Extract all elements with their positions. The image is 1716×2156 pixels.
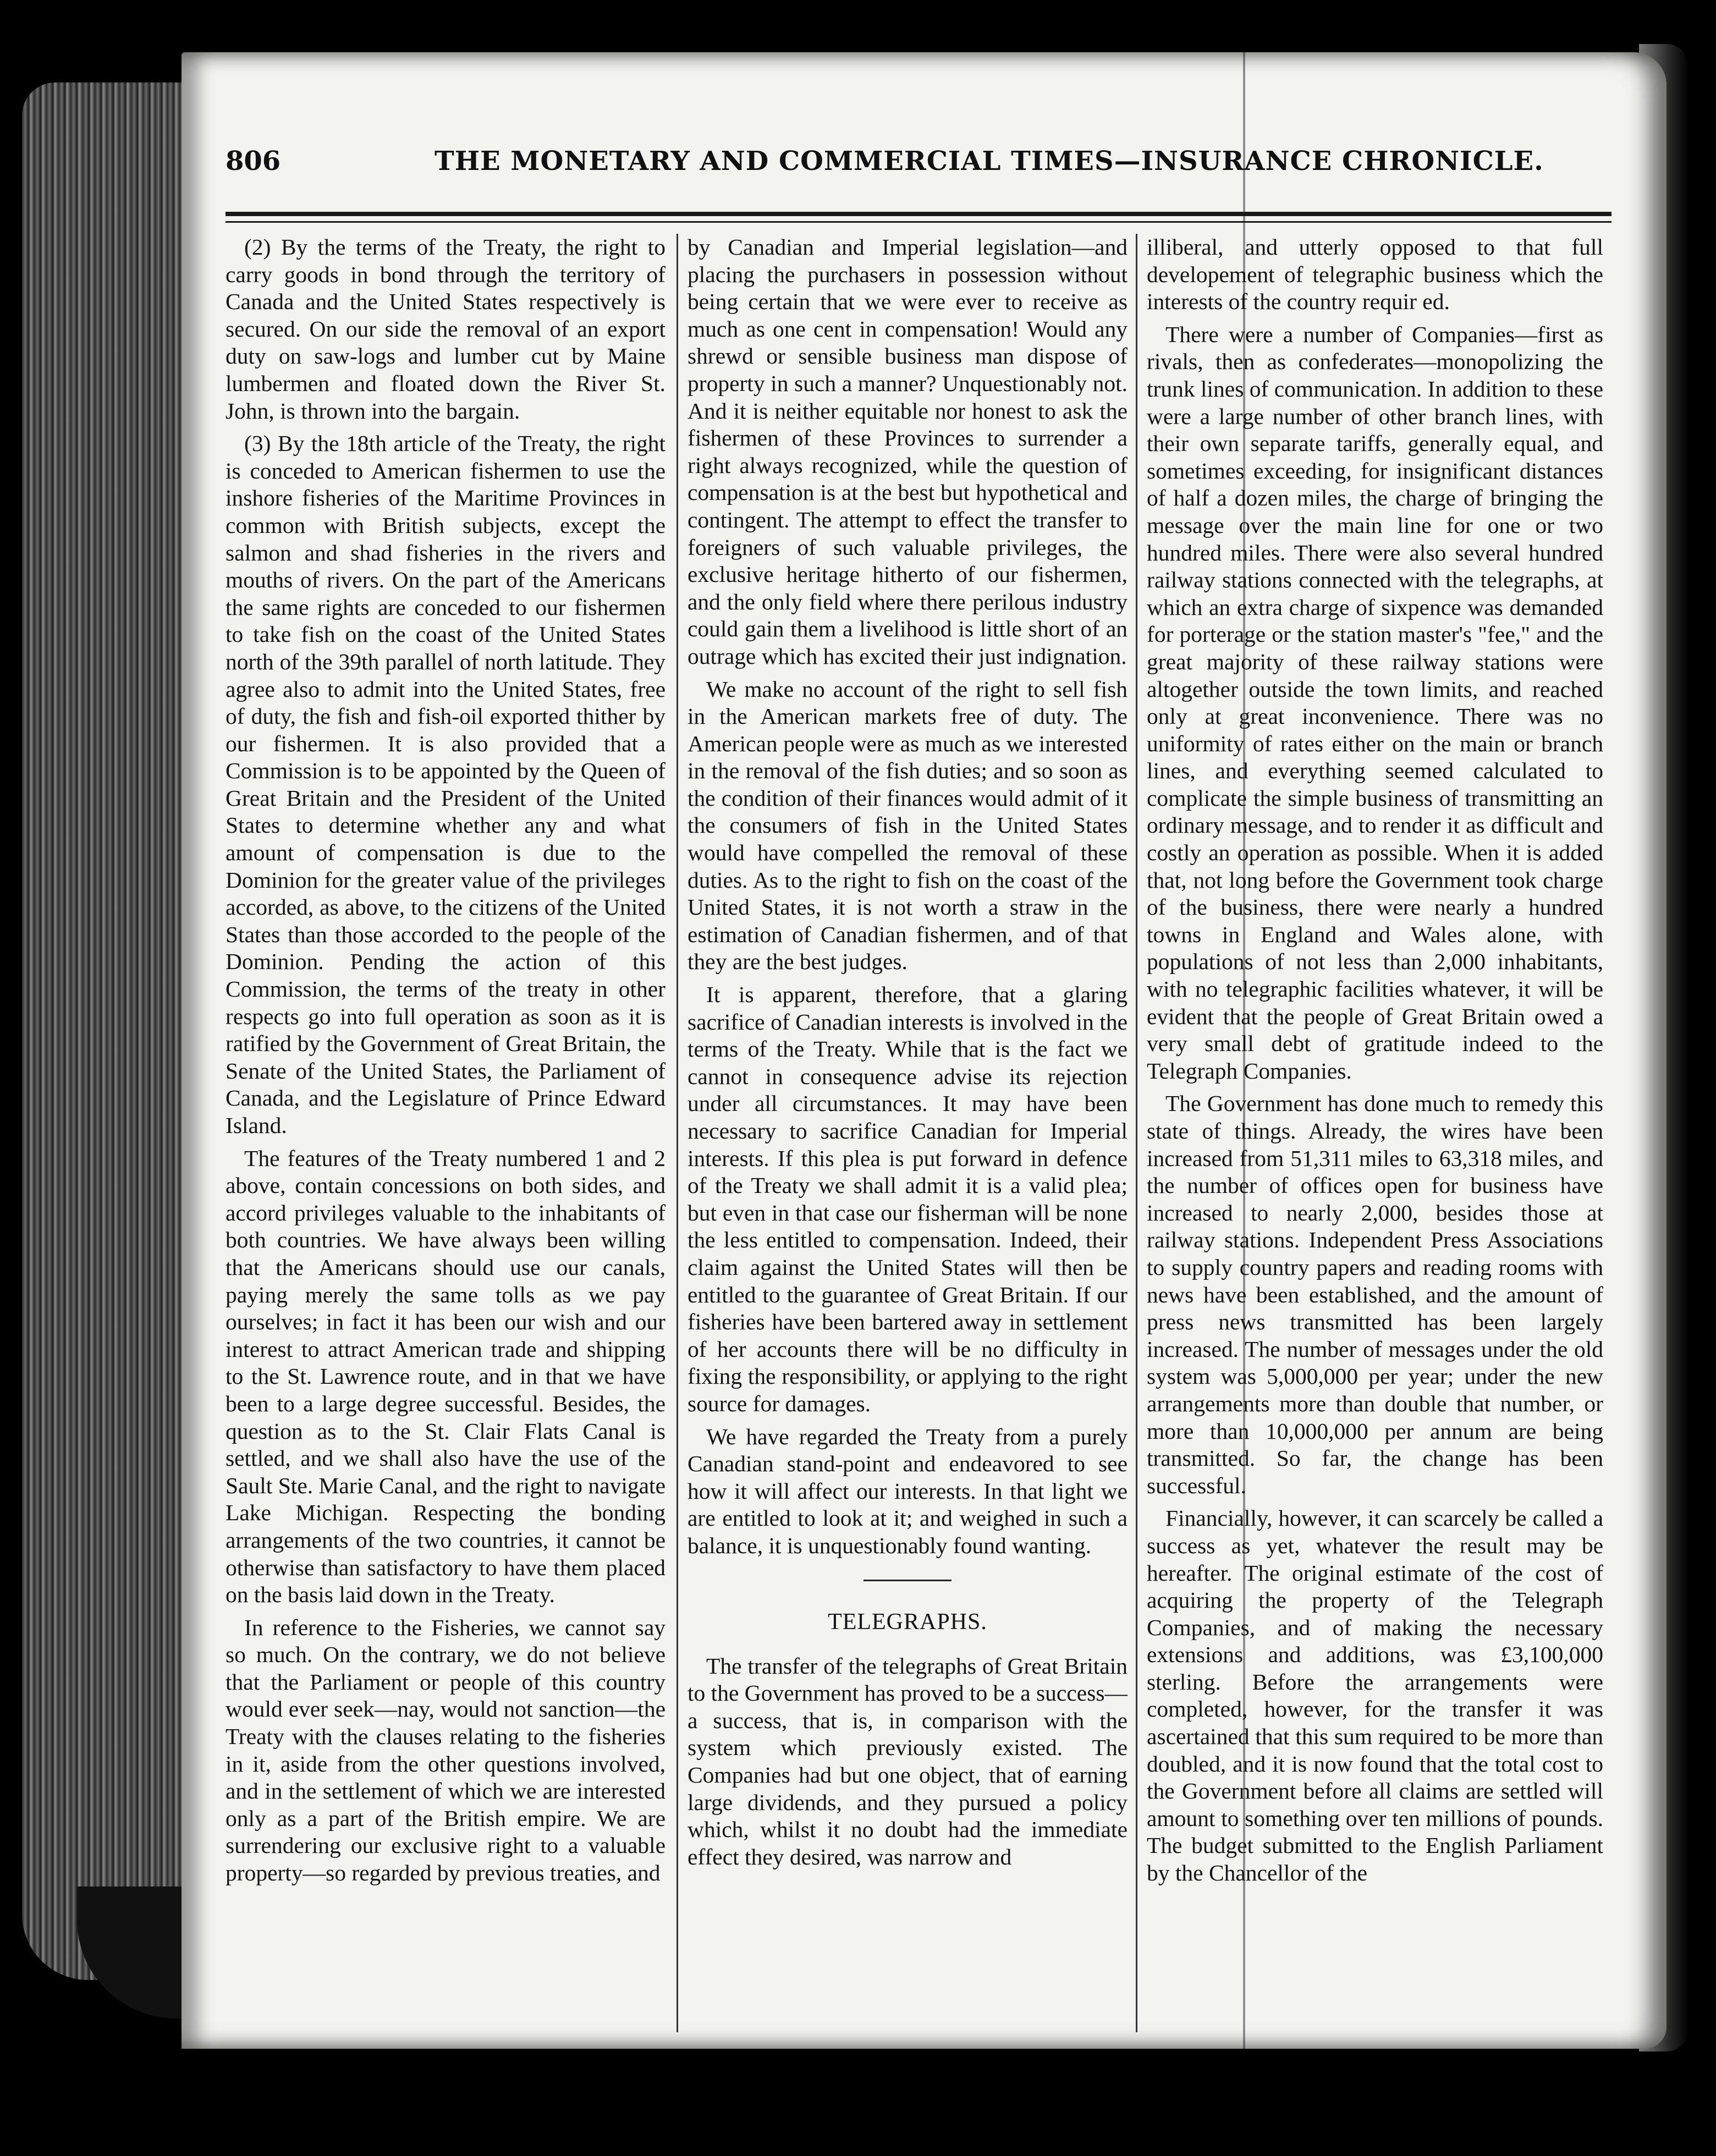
page-number: 806 bbox=[226, 146, 281, 177]
paragraph: It is apparent, therefore, that a glaring sacrifice of Canadian interests is involved in the terms of the Treaty. While that is the fact we cannot in consequence advise its rejection under all circumstances. It may have been necessary to sacrifice Canadian for Imperial interests. If this plea is put forward in defence of the Treaty we shall admit it is a valid plea; but even in that case our fisherman will be none the less entitled to compensation. Indeed, their claim against the United States will then be entitled to the guarantee of Great Britain. If our fisheries have been bartered away in settlement of her accounts there will be no difficulty in fixing the responsibility, or applying to the right source for damages. bbox=[688, 982, 1128, 1416]
section-heading-telegraphs: TELEGRAPHS. bbox=[828, 1609, 987, 1635]
paragraph: In reference to the Fisheries, we cannot say so much. On the contrary, we do not believe that the Parliament or people of this country would ever seek—nay, would not sanction—the Treaty with the clauses relating to the fisheries in it, aside from the other questions involved, and in the settlement of which we are interested only as a part of the British empire. We are surrendering our exclusive right to a valuable property—so regarded by previous treaties, and bbox=[226, 1614, 666, 1886]
paragraph: The features of the Treaty numbered 1 and 2 above, contain concessions on both sides, and accord privileges valuable to the inhabitants of both countries. We have always been willing that the Americans should use our canals, paying merely the same tolls as we pay ourselves; in fact it has been our wish and our interest to attract American trade and shipping to the St. Lawrence route, and in that we have been to a large degree successful. Besides, the question as to the St. Clair Flats Canal is settled, and we shall also have the use of the Sault Ste. Marie Canal, and the right to navigate Lake Michigan. Respecting the bonding arrangements of the two countries, it cannot be otherwise than satisfactory to have them placed on the basis laid down in the Treaty. bbox=[226, 1145, 666, 1608]
header-rule-thin bbox=[226, 221, 1612, 223]
header-rule-thick bbox=[226, 212, 1612, 216]
paragraph: (3) By the 18th article of the Treaty, the right is conceded to American fishermen to use the inshore fisheries of the Maritime Provinces in common with British subjects, except the salmon and shad fisheries in the rivers and mouths of rivers. On the part of the Americans the same rights are conceded to our fishermen to take fish on the coast of the United States north of the 39th parallel of north latitude. They agree also to admit into the United States, free of duty, the fish and fish-oil exported thither by our fishermen. It is also provided that a Commission is to be appointed by the Queen of Great Britain and the President of the United States to determine whether any and what amount of compensation is due to the Dominion for the greater value of the privileges accorded, as above, to the citizens of the United States than those accorded to the people of the Dominion. Pending the action of this Commission, the terms of the treaty in other respects go into full operation as soon as it is ratified by the Government of Great Britain, the Senate of the United States, the Parliament of Canada, and the Legislature of Prince Edward Island. bbox=[226, 431, 666, 1138]
article-column-2 bbox=[688, 234, 1128, 1876]
paragraph: by Canadian and Imperial legislation—and placing the purchasers in possession without being certain that we were ever to receive as much as one cent in compensation! Would any shrewd or sensible business man dispose of property in such a manner? Unquestionably not. And it is neither equitable nor honest to ask the fishermen of these Provinces to surrender a right always recognized, while the question of compensation is at the best but hypothetical and contingent. The attempt to effect the transfer to foreigners of such valuable privileges, the exclusive heritage hitherto of our fishermen, and the only field where there perilous industry could gain them a livelihood is little short of an outrage which has excited their just indignation. bbox=[688, 234, 1128, 669]
article-column-3 bbox=[1147, 234, 1603, 1893]
paragraph: Financially, however, it can scarcely be called a success as yet, whatever the result may be hereafter. The original estimate of the cost of acquiring the property of the Telegraph Companies, and of making the necessary extensions and additions, was £3,100,000 sterling. Before the arrangements were completed, however, for the transfer it was ascertained that this sum required to be more than doubled, and it is now found that the total cost to the Government before all claims are settled will amount to something over ten millions of pounds. The budget submitted to the English Parliament by the Chancellor of the bbox=[1147, 1505, 1603, 1886]
paragraph: We make no account of the right to sell fish in the American markets free of duty. The American people were as much as we interested in the removal of the fish duties; and so soon as the condition of their finances would admit of it the consumers of fish in the United States would have compelled the removal of these duties. As to the right to fish on the coast of the United States, it is not worth a straw in the estimation of Canadian fishermen, and of that they are the best judges. bbox=[688, 676, 1128, 975]
paragraph: (2) By the terms of the Treaty, the right to carry goods in bond through the territory of Canada and the United States respectively is secured. On our side the removal of an export duty on saw-logs and lumber cut by Maine lumbermen and floated down the River St. John, is thrown into the bargain. bbox=[226, 234, 666, 424]
column-divider-1 bbox=[676, 234, 678, 2032]
paragraph: We have regarded the Treaty from a purely Canadian stand-point and endeavored to see how it will affect our interests. In that light we are entitled to look at it; and weighed in such a balance, it is unquestionably found wanting. bbox=[688, 1423, 1128, 1558]
page-header bbox=[226, 146, 1612, 195]
section-ornament-rule bbox=[688, 1565, 1128, 1593]
book-page-edges bbox=[22, 82, 187, 1980]
running-title: THE MONETARY AND COMMERCIAL TIMES—INSURANCE CHRONICLE. bbox=[435, 146, 1544, 177]
article-column-1 bbox=[226, 234, 666, 1893]
paragraph: The Government has done much to remedy this state of things. Already, the wires have been increased from 51,311 miles to 63,318 miles, and the number of offices open for business have increased to nearly 2,000, besides those at railway stations. Independent Press Associations to supply country papers and reading rooms with news have been established, and the amount of press news transmitted has been largely increased. The number of messages under the old system was 5,000,000 per year; under the new arrangements more than double that number, or more than 10,000,000 per annum are being transmitted. So far, the change has been successful. bbox=[1147, 1091, 1603, 1498]
paragraph: illiberal, and utterly opposed to that full developement of telegraphic business which the interests of the country requir ed. bbox=[1147, 234, 1603, 315]
newspaper-page bbox=[182, 52, 1667, 2049]
column-divider-2 bbox=[1136, 234, 1137, 2032]
paragraph: There were a number of Companies—first as rivals, then as confederates—monopolizing the trunk lines of communication. In addition to these were a large number of other branch lines, with their own separate tariffs, generally equal, and sometimes exceeding, for insignificant distances of half a dozen miles, the charge of bringing the message over the main line for one or two hundred miles. There were also several hundred railway stations connected with the telegraphs, at which an extra charge of sixpence was demanded for porterage or the station master's "fee," and the great majority of these railway stations were altogether outside the town limits, and reached only at great inconvenience. There was no uniformity of rates either on the main or branch lines, and everything seemed calculated to complicate the simple business of transmitting an ordinary message, and to render it as difficult and costly an operation as possible. When it is added that, not long before the Government took charge of the business, there were nearly a hundred towns in England and Wales alone, with populations of not less than 2,000 inhabitants, with no telegraphic facilities whatever, it will be evident that the people of Great Britain owed a very small debt of gratitude indeed to the Telegraph Companies. bbox=[1147, 321, 1603, 1084]
paragraph: The transfer of the telegraphs of Great Britain to the Government has proved to be a success—a success, that is, in comparison with the system which previously existed. The Companies had but one object, that of earning large dividends, and they pursued a policy which, whilst it no doubt had the immediate effect they desired, was narrow and bbox=[688, 1653, 1128, 1869]
